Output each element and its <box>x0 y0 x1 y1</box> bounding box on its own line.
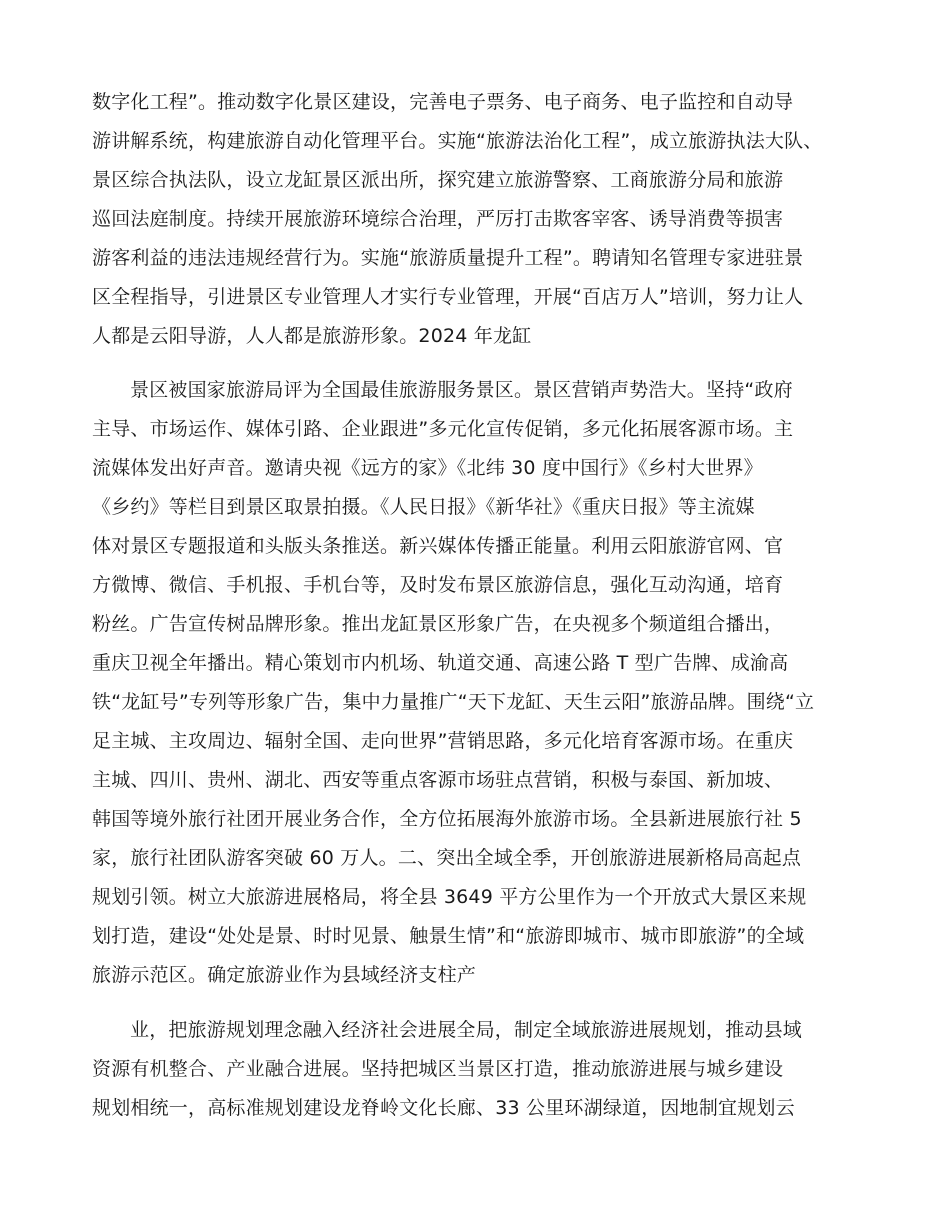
text-line: 景区被国家旅游局评为全国最佳旅游服务景区。景区营销声势浩大。坚持“政府 <box>130 379 793 401</box>
text-line: 《乡约》等栏目到景区取景拍摄。《人民日报》《新华社》《重庆日报》等主流媒 <box>92 496 755 518</box>
text-line: 游客利益的违法违规经营行为。实施“旅游质量提升工程”。聘请知名管理专家进驻景 <box>92 247 804 269</box>
text-line: 业，把旅游规划理念融入经济社会进展全局，制定全域旅游进展规划，推动县域 <box>130 1019 803 1041</box>
text-line: 规划引领。树立大旅游进展格局，将全县 3649 平方公里作为一个开放式大景区来规 <box>92 886 807 908</box>
text-line: 家，旅行社团队游客突破 60 万人。二、突出全域全季，开创旅游进展新格局高起点 <box>92 847 802 869</box>
text-line: 方微博、微信、手机报、手机台等，及时发布景区旅游信息，强化互动沟通，培育 <box>92 574 784 596</box>
text-line: 铁“龙缸号”专列等形象广告，集中力量推广“天下龙缸、天生云阳”旅游品牌。围绕“立 <box>92 691 815 713</box>
text-line: 粉丝。广告宣传树品牌形象。推出龙缸景区形象广告，在央视多个频道组合播出， <box>92 613 784 635</box>
text-line: 划打造，建设“处处是景、时时见景、触景生情”和“旅游即城市、城市即旅游”的全域 <box>92 925 805 947</box>
text-line: 巡回法庭制度。持续开展旅游环境综合治理，严厉打击欺客宰客、诱导消费等损害 <box>92 208 784 230</box>
text-line: 主城、四川、贵州、湖北、西安等重点客源市场驻点营销，积极与泰国、新加坡、 <box>92 769 784 791</box>
text-line: 足主城、主攻周边、辐射全国、走向世界”营销思路，多元化培育客源市场。在重庆 <box>92 730 794 752</box>
text-line: 游讲解系统，构建旅游自动化管理平台。实施“旅游法治化工程”，成立旅游执法大队、 <box>92 130 823 152</box>
text-line: 主导、市场运作、媒体引路、企业跟进”多元化宣传促销，多元化拓展客源市场。主 <box>92 418 794 440</box>
text-line: 流媒体发出好声音。邀请央视《远方的家》《北纬 30 度中国行》《乡村大世界》 <box>92 457 763 479</box>
text-line: 数字化工程”。推动数字化景区建设，完善电子票务、电子商务、电子监控和自动导 <box>92 91 794 113</box>
text-line: 韩国等境外旅行社团开展业务合作，全方位拓展海外旅游市场。全县新进展旅行社 5 <box>92 808 802 830</box>
text-line: 体对景区专题报道和头版头条推送。新兴媒体传播正能量。利用云阳旅游官网、官 <box>92 535 784 557</box>
text-line: 区全程指导，引进景区专业管理人才实行专业管理，开展“百店万人”培训，努力让人 <box>92 286 804 308</box>
text-line: 重庆卫视全年播出。精心策划市内机场、轨道交通、高速公路 T 型广告牌、成渝高 <box>92 652 789 674</box>
text-line: 景区综合执法队，设立龙缸景区派出所，探究建立旅游警察、工商旅游分局和旅游 <box>92 169 784 191</box>
text-line: 规划相统一，高标准规划建设龙脊岭文化长廊、33 公里环湖绿道，因地制宜规划云 <box>92 1097 795 1119</box>
text-line: 人都是云阳导游，人人都是旅游形象。2024 年龙缸 <box>92 325 532 347</box>
text-line: 资源有机整合、产业融合进展。坚持把城区当景区打造，推动旅游进展与城乡建设 <box>92 1058 784 1080</box>
text-line: 旅游示范区。确定旅游业作为县域经济支柱产 <box>92 964 477 986</box>
